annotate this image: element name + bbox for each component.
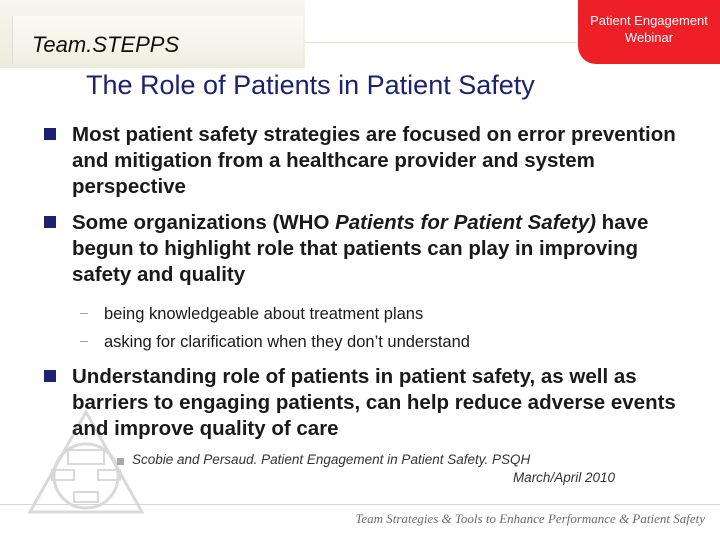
sub-bullet-text: being knowledgeable about treatment plans [104,305,424,323]
header-divider [305,42,578,43]
brand-name: Team.STEPPS [32,32,180,57]
webinar-badge [578,0,720,64]
citation [132,451,615,487]
footer-tagline: Team Strategies & Tools to Enhance Performance & Patient Safety [355,511,705,526]
sub-bullet-item [80,332,680,353]
slide-title: The Role of Patients in Patient Safety [86,70,535,100]
bullet-item [44,122,684,200]
citation-bullet-icon [117,458,124,465]
teamstepps-logo-watermark [26,408,146,518]
dash-icon: – [80,332,88,348]
bullet-text-italic: Patients for Patient Safety) [335,211,596,234]
bullet-text: Understanding role of patients in patient safety, as well as barriers to engaging patients, can help reduce adverse events and improve quality of care [72,365,676,440]
bullet-square-icon [44,370,56,382]
citation-line2: March/April 2010 [512,470,615,485]
webinar-badge-line2: Webinar [624,30,674,45]
sub-bullet-text: asking for clarification when they don’t understand [104,333,470,351]
citation-line1: Scobie and Persaud. Patient Engagement in Patient Safety. PSQH [132,452,531,467]
sub-bullet-item [80,304,680,325]
webinar-badge-line1: Patient Engagement [590,13,708,28]
footer-divider [0,504,720,505]
bullet-text-part: have begun to highlight role that patients can play in improving safety and quality [72,211,649,286]
bullet-text: Most patient safety strategies are focused on error prevention and mitigation from a healthcare provider and system perspective [72,123,676,198]
bullet-square-icon [44,216,56,228]
bullet-text [72,210,684,288]
bullet-text-part: Some organizations (WHO [72,211,336,234]
dash-icon: – [80,304,88,320]
bullet-square-icon [44,128,56,140]
bullet-item [44,210,684,288]
